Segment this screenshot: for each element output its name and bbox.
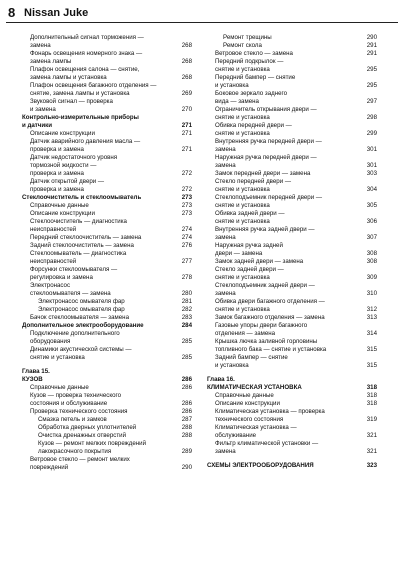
toc-entry-text: топливного бака — снятие и установка [215, 346, 327, 353]
toc-page-number: 321 [366, 432, 377, 439]
toc-page-number: 321 [366, 448, 377, 455]
toc-page-number: 310 [366, 290, 377, 297]
toc-section-heading[interactable] [22, 322, 192, 330]
toc-entry-text: замена [215, 448, 236, 455]
toc-entry-text: Электронасос [30, 282, 71, 289]
toc-page-number: 272 [181, 170, 192, 177]
toc-page-number: 298 [366, 114, 377, 121]
toc-page-number: 283 [181, 314, 192, 321]
toc-entry-text: вида — замена [215, 98, 259, 105]
page-number: 8 [8, 5, 16, 20]
toc-entry-text: Датчик аварийного давления масла — [30, 138, 141, 145]
toc-entry-text: Замок задней двери — замена [215, 258, 304, 265]
toc-section-heading[interactable] [22, 194, 192, 202]
toc-entry[interactable] [22, 154, 192, 178]
toc-entry[interactable] [22, 178, 192, 194]
toc-entry-text: замена [215, 290, 236, 297]
toc-page-number: 268 [181, 58, 192, 65]
toc-entry[interactable] [207, 282, 377, 298]
toc-page-number: 301 [366, 162, 377, 169]
toc-page-number: 318 [366, 384, 377, 391]
toc-section-heading[interactable] [22, 368, 192, 376]
toc-entry-text: неисправностей [30, 226, 77, 233]
toc-page-number: 286 [181, 376, 192, 383]
toc-entry-text: проверка и замена [30, 186, 84, 193]
toc-entry[interactable] [207, 266, 377, 282]
toc-entry-text: технического состояния [215, 416, 284, 423]
toc-page-number: 313 [366, 314, 377, 321]
toc-page-number: 273 [181, 202, 192, 209]
toc-entry[interactable] [207, 226, 377, 242]
toc-entry-text: Стеклоподъемник задней двери — [215, 282, 315, 289]
toc-entry[interactable] [22, 392, 192, 408]
toc-entry-text: Обработка дверных уплотнителей [38, 424, 137, 431]
toc-entry-text: Очистка дренажных отверстий [38, 432, 126, 439]
toc-entry[interactable] [207, 354, 377, 370]
toc-section-heading[interactable] [22, 376, 192, 384]
toc-page-number: 318 [366, 400, 377, 407]
toc-page-number: 318 [366, 392, 377, 399]
toc-entry[interactable] [22, 266, 192, 282]
toc-entry-text: Стекло задней двери — [215, 266, 284, 273]
header-divider [6, 22, 398, 23]
toc-entry[interactable] [22, 306, 192, 314]
toc-entry-text: Передний стеклоочиститель — замена [30, 234, 142, 241]
toc-section-heading[interactable] [22, 114, 192, 130]
toc-entry[interactable] [22, 130, 192, 138]
toc-entry-text: Задний бампер — снятие [215, 354, 288, 361]
toc-page-number: 304 [366, 186, 377, 193]
toc-entry-text: снятие и установка [215, 114, 270, 121]
toc-entry[interactable] [22, 202, 192, 210]
toc-entry-text: Динамики акустической системы — [30, 346, 132, 353]
toc-entry-text: Задний стеклоочиститель — замена [30, 242, 134, 249]
toc-page-number: 291 [366, 42, 377, 49]
toc-entry-text: снятие и установка [215, 274, 270, 281]
toc-entry-text: Климатическая установка — проверка [215, 408, 325, 415]
toc-entry[interactable] [22, 346, 192, 362]
toc-entry-text: Обивка двери багажного отделения — [215, 298, 325, 305]
toc-entry-text: Передний подкрылок — [215, 58, 284, 65]
toc-page-number: 269 [181, 90, 192, 97]
toc-entry[interactable] [22, 250, 192, 266]
toc-page-number: 286 [181, 400, 192, 407]
toc-page-number: 307 [366, 234, 377, 241]
toc-entry[interactable] [207, 314, 377, 322]
toc-entry-text: Обивка задней двери — [215, 210, 285, 217]
toc-page-number: 315 [366, 362, 377, 369]
toc-entry[interactable] [22, 282, 192, 298]
toc-entry-text: замена [215, 162, 236, 169]
toc-entry[interactable] [22, 34, 192, 50]
toc-entry-text: Климатическая установка — [215, 424, 297, 431]
toc-entry[interactable] [207, 440, 377, 456]
toc-page-number: 268 [181, 74, 192, 81]
toc-entry-text: Обивка передней двери — [215, 122, 292, 129]
toc-entry[interactable] [207, 258, 377, 266]
toc-entry[interactable] [207, 338, 377, 354]
toc-page-number: 268 [181, 42, 192, 49]
toc-entry[interactable] [22, 440, 192, 456]
toc-entry-text: Электронасос омывателя фар [38, 306, 125, 313]
toc-entry[interactable] [207, 298, 377, 314]
toc-entry[interactable] [207, 58, 377, 74]
toc-entry-text: и датчики [22, 122, 52, 129]
toc-page-number: 319 [366, 416, 377, 423]
toc-entry-text: замена [215, 234, 236, 241]
toc-entry[interactable] [207, 90, 377, 106]
toc-entry[interactable] [22, 384, 192, 392]
toc-page-number: 273 [181, 210, 192, 217]
toc-entry-text: Описание конструкции [30, 210, 95, 217]
toc-section-heading[interactable] [207, 462, 377, 470]
toc-page-number: 285 [181, 354, 192, 361]
toc-entry-text: Стеклоомыватель — диагностика [30, 250, 127, 257]
toc-entry-text: Фильтр климатической установки — [215, 440, 319, 447]
toc-entry-text: Плафон освещения салона — снятие, [30, 66, 140, 73]
toc-entry-text: Справочные данные [30, 202, 89, 209]
toc-entry[interactable] [207, 178, 377, 194]
toc-entry[interactable] [22, 314, 192, 322]
toc-entry-text: Смазка петель и замков [38, 416, 107, 423]
toc-entry-text: неисправностей [30, 258, 77, 265]
toc-entry-text: снятие и установка [215, 218, 270, 225]
toc-entry[interactable] [207, 122, 377, 138]
toc-page-number: 301 [366, 146, 377, 153]
toc-entry-text: снятие и установка [215, 130, 270, 137]
toc-page-number: 276 [181, 242, 192, 249]
toc-page-number: 284 [181, 322, 192, 329]
toc-page-number: 271 [181, 146, 192, 153]
book-title: Nissan Juke [24, 7, 89, 19]
toc-entry[interactable] [207, 194, 377, 210]
toc-entry-text: замена [30, 42, 51, 49]
toc-entry-text: снятие и установка [215, 186, 270, 193]
toc-page-number: 297 [366, 98, 377, 105]
toc-page-number: 303 [366, 170, 377, 177]
toc-entry-text: повреждений [30, 464, 69, 471]
toc-entry-text: двери — замена [215, 250, 263, 257]
toc-entry-text: Замок передней двери — замена [215, 170, 311, 177]
toc-entry[interactable] [207, 408, 377, 424]
toc-entry[interactable] [22, 330, 192, 346]
toc-entry[interactable] [207, 322, 377, 338]
toc-entry-text: снятие и установка [215, 202, 270, 209]
toc-entry-text: замена лампы и установка [30, 74, 107, 81]
toc-entry-text: Ограничитель открывания двери — [215, 106, 317, 113]
toc-section-heading[interactable] [207, 376, 377, 384]
toc-entry-text: Внутренняя ручка передней двери — [215, 138, 322, 145]
toc-page-number: 286 [181, 384, 192, 391]
toc-entry-text: Передний бампер — снятие [215, 74, 296, 81]
toc-entry[interactable] [22, 242, 192, 250]
toc-entry-text: снятие и установка [215, 66, 270, 73]
toc-entry-text: КЛИМАТИЧЕСКАЯ УСТАНОВКА [207, 384, 302, 391]
toc-entry[interactable] [207, 242, 377, 258]
toc-entry-text: Наружная ручка передней двери — [215, 154, 317, 161]
toc-page-number: 288 [181, 432, 192, 439]
toc-entry[interactable] [207, 42, 377, 50]
toc-entry-text: обслуживание [215, 432, 257, 439]
toc-page-number: 290 [181, 464, 192, 471]
toc-entry-text: СХЕМЫ ЭЛЕКТРООБОРУДОВАНИЯ [207, 462, 314, 469]
toc-entry[interactable] [22, 82, 192, 98]
toc-page-number: 312 [366, 306, 377, 313]
toc-page-number: 277 [181, 258, 192, 265]
toc-entry-text: Фонарь освещения номерного знака — [30, 50, 143, 57]
toc-entry-text: проверка и замена [30, 170, 84, 177]
toc-page-number: 282 [181, 306, 192, 313]
toc-entry[interactable] [207, 424, 377, 440]
toc-entry[interactable] [22, 138, 192, 154]
toc-page-number: 299 [366, 130, 377, 137]
toc-entry-text: Замок багажного отделения — замена [215, 314, 325, 321]
toc-entry-text: Справочные данные [30, 384, 89, 391]
toc-entry-text: стеклоомывателя — замена [30, 290, 111, 297]
toc-entry-text: Звуковой сигнал — проверка [30, 98, 113, 105]
toc-page-number: 270 [181, 106, 192, 113]
toc-left-column [22, 34, 192, 472]
toc-entry-text: и установка [215, 82, 249, 89]
toc-page-number: 286 [181, 408, 192, 415]
toc-entry-text: Внутренняя ручка задней двери — [215, 226, 315, 233]
toc-page-number: 271 [181, 130, 192, 137]
toc-page-number: 273 [181, 194, 192, 201]
toc-entry-text: Стеклоподъемник передней двери — [215, 194, 323, 201]
toc-page-number: 295 [366, 66, 377, 73]
toc-entry-text: оборудования [30, 338, 71, 345]
toc-page-number: 278 [181, 274, 192, 281]
toc-entry-text: Кузов — проверка технического [30, 392, 122, 399]
toc-entry-text: Подключение дополнительного [30, 330, 120, 337]
toc-entry[interactable] [22, 416, 192, 424]
toc-entry-text: и замена [30, 106, 56, 113]
toc-page-number: 305 [366, 202, 377, 209]
toc-entry-text: регулировка и замена [30, 274, 93, 281]
toc-entry[interactable] [207, 170, 377, 178]
toc-page-number: 291 [366, 50, 377, 57]
toc-page-number: 274 [181, 226, 192, 233]
toc-page-number: 314 [366, 330, 377, 337]
toc-entry-text: Наружная ручка задней [215, 242, 283, 249]
toc-entry-text: Ремонт трещины [223, 34, 272, 41]
toc-entry-text: Электронасос омывателя фар [38, 298, 125, 305]
toc-entry[interactable] [207, 74, 377, 90]
toc-page-number: 295 [366, 82, 377, 89]
toc-page-number: 271 [181, 122, 192, 129]
toc-entry[interactable] [22, 424, 192, 432]
toc-entry-text: Бачок стеклоомывателя — замена [30, 314, 129, 321]
toc-entry-text: Датчик открытой двери — [30, 178, 105, 185]
toc-entry-text: Стекло передней двери — [215, 178, 291, 185]
toc-entry-text: Описание конструкции [215, 400, 280, 407]
toc-entry-text: проверка и замена [30, 146, 84, 153]
toc-entry-text: и установка [215, 362, 249, 369]
toc-entry-text: Форсунки стеклоомывателя — [30, 266, 118, 273]
toc-entry-text: состояния и обслуживание [30, 400, 108, 407]
toc-entry-text: замена [215, 146, 236, 153]
toc-page-number: 308 [366, 258, 377, 265]
toc-entry[interactable] [22, 234, 192, 242]
toc-entry-text: Проверка технического состояния [30, 408, 128, 415]
toc-entry-text: КУЗОВ [22, 376, 43, 383]
toc-page-number: 285 [181, 338, 192, 345]
toc-entry-text: снятие, замена лампы и установка [30, 90, 130, 97]
toc-entry[interactable] [207, 34, 377, 42]
toc-page-number: 308 [366, 250, 377, 257]
toc-entry-text: Плафон освещения багажного отделения — [30, 82, 157, 89]
toc-page-number: 287 [181, 416, 192, 423]
toc-page-number: 289 [181, 448, 192, 455]
toc-entry-text: снятие и установка [215, 306, 270, 313]
toc-entry-text: тормозной жидкости — [30, 162, 97, 169]
toc-entry[interactable] [22, 456, 192, 472]
toc-entry[interactable] [207, 400, 377, 408]
page-header [0, 0, 403, 26]
toc-entry-text: отделения — замена [215, 330, 276, 337]
toc-page-number: 315 [366, 346, 377, 353]
toc-entry[interactable] [22, 98, 192, 114]
toc-entry[interactable] [22, 66, 192, 82]
toc-entry[interactable] [207, 154, 377, 170]
toc-entry-text: Контрольно-измерительные приборы [22, 114, 139, 121]
toc-entry-text: Ремонт скола [223, 42, 262, 49]
toc-entry-text: Боковое зеркало заднего [215, 90, 288, 97]
toc-entry-text: Газовые упоры двери багажного [215, 322, 308, 329]
toc-entry-text: Дополнительный сигнал торможения — [30, 34, 144, 41]
toc-entry[interactable] [22, 50, 192, 66]
toc-entry[interactable] [207, 138, 377, 154]
toc-entry[interactable] [207, 210, 377, 226]
toc-page-number: 288 [181, 424, 192, 431]
toc-entry-text: Крышка лючка заливной горловины [215, 338, 318, 345]
toc-entry-text: Стеклоочиститель и стеклоомыватель [22, 194, 142, 201]
toc-entry[interactable] [22, 218, 192, 234]
toc-entry-text: Глава 15. [22, 368, 50, 375]
toc-page-number: 290 [366, 34, 377, 41]
toc-entry-text: замена лампы [30, 58, 72, 65]
toc-entry[interactable] [22, 210, 192, 218]
toc-page-number: 280 [181, 290, 192, 297]
toc-page-number: 323 [366, 462, 377, 469]
toc-entry-text: Описание конструкции [30, 130, 95, 137]
toc-page-number: 281 [181, 298, 192, 305]
toc-entry[interactable] [22, 298, 192, 306]
toc-entry-text: Дополнительное электрооборудование [22, 322, 144, 329]
toc-entry-text: Стеклоочиститель — диагностика [30, 218, 127, 225]
toc-entry[interactable] [207, 392, 377, 400]
toc-entry-text: Датчик недостаточного уровня [30, 154, 118, 161]
toc-entry-text: Ветровое стекло — замена [215, 50, 293, 57]
toc-entry-text: Справочные данные [215, 392, 274, 399]
toc-page-number: 274 [181, 234, 192, 241]
toc-entry[interactable] [22, 408, 192, 416]
toc-entry-text: снятие и установка [30, 354, 85, 361]
toc-right-column [207, 34, 377, 470]
toc-page-number: 309 [366, 274, 377, 281]
toc-page-number: 306 [366, 218, 377, 225]
toc-entry[interactable] [22, 432, 192, 440]
toc-entry-text: Ветровое стекло — ремонт мелких [30, 456, 130, 463]
toc-page-number: 272 [181, 186, 192, 193]
toc-entry[interactable] [207, 106, 377, 122]
toc-entry-text: Кузов — ремонт мелких повреждений [38, 440, 147, 447]
toc-entry-text: Глава 16. [207, 376, 235, 383]
toc-section-heading[interactable] [207, 384, 377, 392]
toc-entry-text: лакокрасочного покрытия [38, 448, 112, 455]
toc-entry[interactable] [207, 50, 377, 58]
